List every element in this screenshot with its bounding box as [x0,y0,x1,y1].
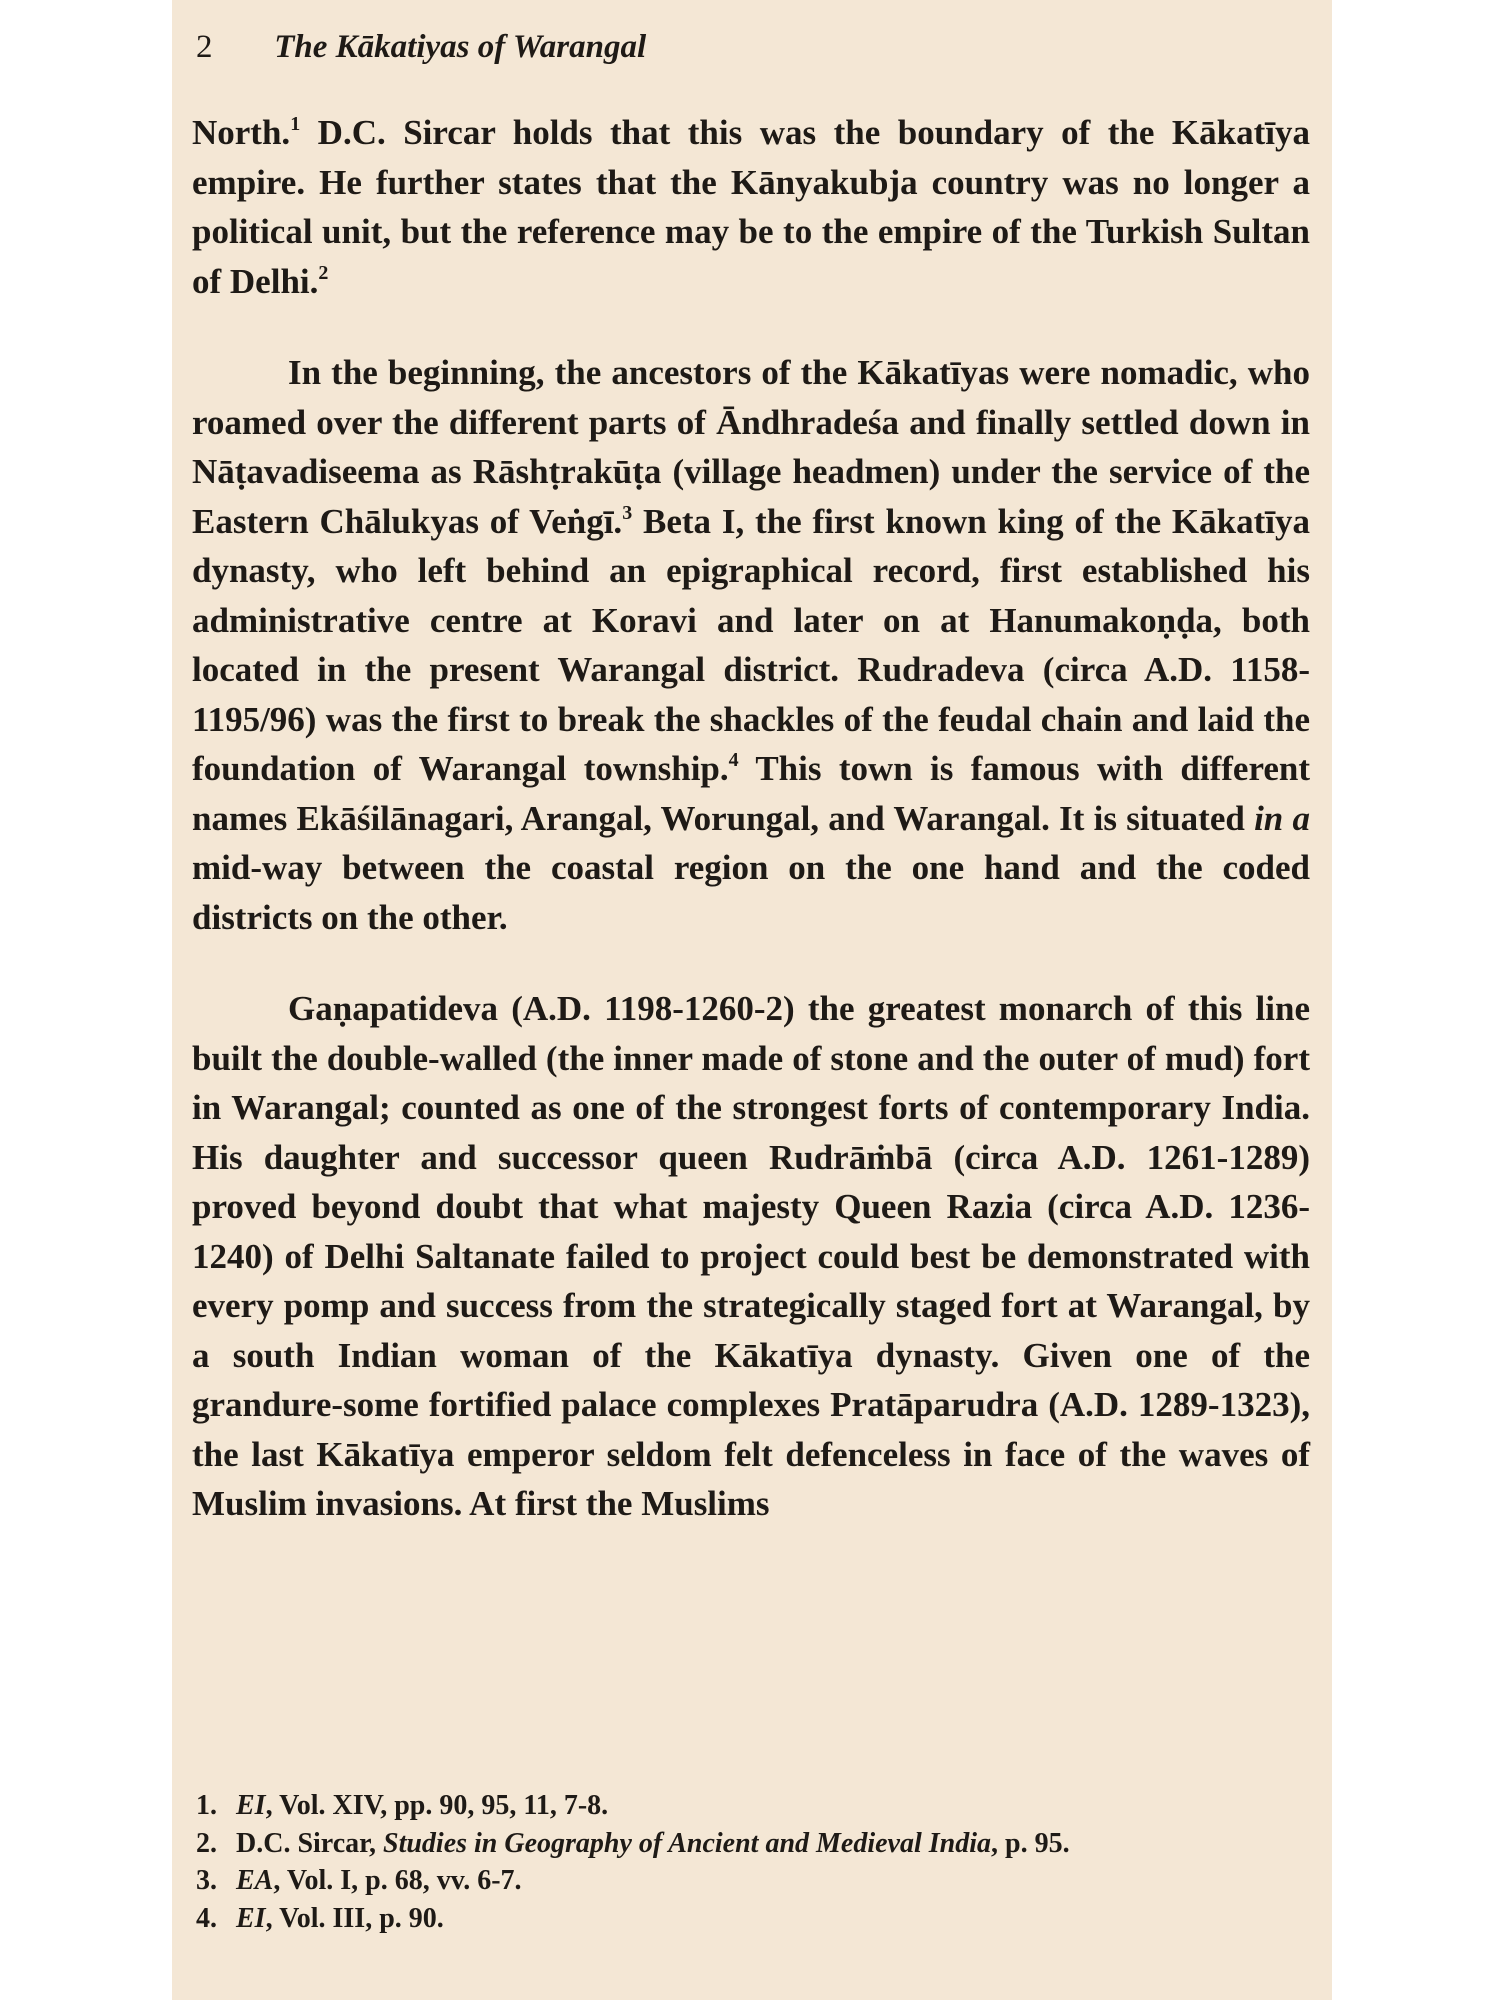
page-number: 2 [196,29,213,65]
text-segment: Gaṇapatideva (A.D. 1198-1260-2) the greatest monarch of this line built the double-walled (the inner made of stone and the outer of mud) fort in Warangal; counted as one of the strongest forts of contemporary India. His daughter and successor queen Rudrāṁbā (circa A.D. 1261-1289) proved beyond doubt that what majesty Queen Razia (circa A.D. 1236-1240) of Delhi Saltanate failed to project could best be demonstrated with every pomp and success from the strategically staged fort at Warangal, by a south Indian woman of the Kākatīya dynasty. Given one of the grandure-some fortified palace complexes Pratāparudra (A.D. 1289-1323), the last Kākatīya emperor seldom felt defenceless in face of the waves of Muslim invasions. At first the Muslims [192,989,1310,1523]
book-page [172,0,1332,2000]
footnote-number: 2. [196,1827,217,1859]
italic-text: EI [236,1790,266,1821]
running-title: The Kākatiyas of Warangal [274,29,647,65]
paragraph [192,984,1310,1529]
text-segment: This town is famous with different names Ekāśilānagari, Arangal, Worungal, and Warangal. It is situated [192,749,1311,838]
footnote-text [236,1900,1296,1938]
footnote-reference[interactable]: 3 [622,501,633,524]
text-segment: In the beginning, the ancestors of the Kākatīyas were nomadic, who roamed over the different parts of Āndhradeśa and finally settled down in Nāṭavadiseema as Rāshṭrakūṭa (village headmen) under the service of the Eastern Chālukyas of Veṅgī. [192,353,1310,541]
footnote-reference[interactable]: 1 [290,113,301,135]
footnote-text [236,1862,1296,1900]
footnote-reference[interactable]: 4 [728,749,739,771]
text-segment: , p. 95. [991,1827,1070,1859]
footnote-text [236,1787,1296,1825]
italic-text: EA [236,1865,274,1896]
text-segment: mid-way between the coastal region on the one hand and the coded districts on the other. [192,848,1310,937]
footnote [196,1825,1296,1863]
footnote-number: 1. [196,1790,217,1821]
italic-text: Studies in Geography of Ancient and Medieval India [383,1827,992,1859]
italic-text: EI [236,1902,266,1934]
footnote-text [236,1825,1296,1863]
footnote-number: 4. [196,1902,217,1934]
paragraph [192,348,1310,942]
text-segment: D.C. Sircar holds that this was the boundary of the Kākatīya empire. He further states that the Kānyakubja country was no longer a political unit, but the reference may be to the empire of the Turkish Sultan of Delhi. [192,113,1310,301]
text-segment: , Vol. III, p. 90. [265,1902,444,1934]
running-head [196,24,1296,70]
text-segment: D.C. Sircar, [236,1827,383,1859]
paragraph-continued [192,108,1310,306]
text-segment: , Vol. I, p. 68, vv. 6-7. [273,1865,522,1896]
footnote-number: 3. [196,1865,217,1896]
body-text [192,108,1310,1571]
italic-text: in a [1254,798,1310,838]
footnote [196,1900,1296,1938]
footnote [196,1862,1296,1900]
text-segment: North. [192,113,291,152]
footnote [196,1787,1296,1825]
text-segment: , Vol. XIV, pp. 90, 95, 11, 7-8. [265,1790,609,1821]
footnotes [196,1787,1296,1937]
footnote-reference[interactable]: 2 [318,261,329,284]
text-segment: Beta I, the first known king of the Kākatīya dynasty, who left behind an epigraphical record, first established his administrative centre at Koravi and later on at Hanumakoṇḍa, both located in the present Warangal district. Rudradeva (circa A.D. 1158-1195/96) was the first to break the shackles of the feudal chain and laid the foundation of Warangal township. [192,501,1310,788]
